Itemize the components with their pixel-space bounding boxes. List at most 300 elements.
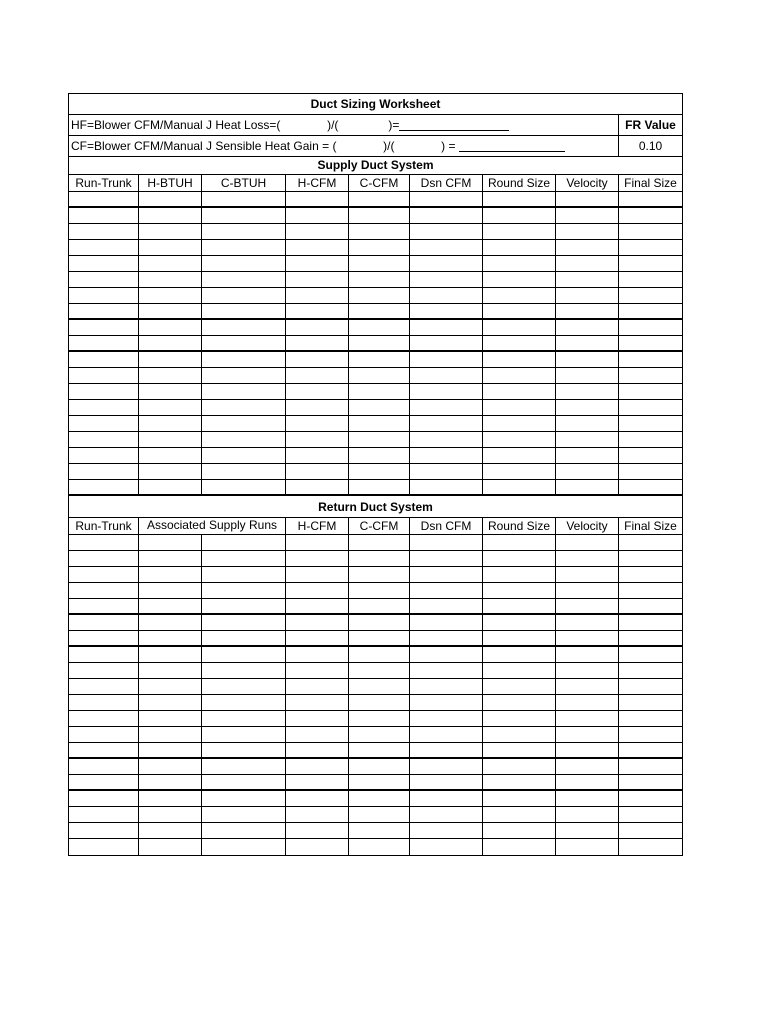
- return-table-cell[interactable]: [139, 759, 202, 774]
- return-table-cell[interactable]: [410, 743, 483, 757]
- supply-table-cell[interactable]: [69, 256, 139, 271]
- return-table-cell[interactable]: [349, 663, 410, 678]
- return-table-cell[interactable]: [202, 679, 286, 694]
- supply-table-cell[interactable]: [556, 224, 619, 239]
- return-table-cell[interactable]: [286, 839, 349, 855]
- return-table-cell[interactable]: [286, 615, 349, 630]
- return-table-cell[interactable]: [349, 599, 410, 613]
- return-table-cell[interactable]: [410, 823, 483, 838]
- return-table-cell[interactable]: [483, 615, 556, 630]
- supply-table-cell[interactable]: [349, 464, 410, 479]
- return-table-cell[interactable]: [349, 807, 410, 822]
- return-table-cell[interactable]: [556, 775, 619, 789]
- return-table-cell[interactable]: [202, 727, 286, 742]
- supply-table-cell[interactable]: [202, 320, 286, 335]
- supply-table-cell[interactable]: [202, 368, 286, 383]
- return-table-cell[interactable]: [286, 711, 349, 726]
- supply-table-cell[interactable]: [286, 432, 349, 447]
- return-table-cell[interactable]: [69, 727, 139, 742]
- supply-table-cell[interactable]: [69, 432, 139, 447]
- supply-table-cell[interactable]: [202, 240, 286, 255]
- return-table-cell[interactable]: [410, 663, 483, 678]
- supply-table-cell[interactable]: [202, 416, 286, 431]
- return-table-cell[interactable]: [69, 599, 139, 613]
- supply-table-cell[interactable]: [286, 480, 349, 494]
- supply-table-cell[interactable]: [410, 384, 483, 399]
- hf-result-blank[interactable]: [399, 118, 509, 131]
- return-table-cell[interactable]: [556, 535, 619, 550]
- supply-table-cell[interactable]: [410, 320, 483, 335]
- supply-table-cell[interactable]: [286, 288, 349, 303]
- supply-table-cell[interactable]: [286, 240, 349, 255]
- return-table-cell[interactable]: [202, 695, 286, 710]
- return-table-cell[interactable]: [69, 551, 139, 566]
- supply-table-cell[interactable]: [556, 384, 619, 399]
- supply-table-cell[interactable]: [619, 416, 682, 431]
- supply-table-cell[interactable]: [619, 384, 682, 399]
- supply-table-cell[interactable]: [139, 272, 202, 287]
- return-table-cell[interactable]: [139, 743, 202, 757]
- return-table-cell[interactable]: [483, 727, 556, 742]
- return-table-cell[interactable]: [349, 711, 410, 726]
- supply-table-cell[interactable]: [202, 336, 286, 350]
- return-table-cell[interactable]: [483, 663, 556, 678]
- return-table-cell[interactable]: [483, 791, 556, 806]
- return-table-cell[interactable]: [483, 631, 556, 645]
- return-table-cell[interactable]: [139, 791, 202, 806]
- supply-table-cell[interactable]: [202, 400, 286, 415]
- return-table-cell[interactable]: [619, 567, 682, 582]
- supply-table-cell[interactable]: [410, 240, 483, 255]
- return-table-cell[interactable]: [349, 583, 410, 598]
- supply-table-cell[interactable]: [69, 224, 139, 239]
- return-table-cell[interactable]: [139, 631, 202, 645]
- supply-table-cell[interactable]: [139, 240, 202, 255]
- return-table-cell[interactable]: [69, 631, 139, 645]
- supply-table-cell[interactable]: [286, 400, 349, 415]
- supply-table-cell[interactable]: [286, 272, 349, 287]
- supply-table-cell[interactable]: [619, 192, 682, 206]
- return-table-cell[interactable]: [139, 775, 202, 789]
- return-table-cell[interactable]: [202, 823, 286, 838]
- return-table-cell[interactable]: [139, 583, 202, 598]
- return-table-cell[interactable]: [410, 551, 483, 566]
- return-table-cell[interactable]: [69, 567, 139, 582]
- supply-table-cell[interactable]: [139, 336, 202, 350]
- supply-table-cell[interactable]: [286, 368, 349, 383]
- supply-table-cell[interactable]: [286, 384, 349, 399]
- supply-table-cell[interactable]: [286, 336, 349, 350]
- supply-table-cell[interactable]: [483, 400, 556, 415]
- return-table-cell[interactable]: [619, 631, 682, 645]
- return-table-cell[interactable]: [619, 823, 682, 838]
- return-table-cell[interactable]: [69, 807, 139, 822]
- return-table-cell[interactable]: [286, 631, 349, 645]
- return-table-cell[interactable]: [483, 679, 556, 694]
- return-table-cell[interactable]: [410, 775, 483, 789]
- supply-table-cell[interactable]: [139, 432, 202, 447]
- supply-table-cell[interactable]: [349, 416, 410, 431]
- supply-table-cell[interactable]: [349, 352, 410, 367]
- return-table-cell[interactable]: [556, 711, 619, 726]
- return-table-cell[interactable]: [483, 567, 556, 582]
- supply-table-cell[interactable]: [349, 400, 410, 415]
- supply-table-cell[interactable]: [349, 240, 410, 255]
- return-table-cell[interactable]: [619, 615, 682, 630]
- return-table-cell[interactable]: [349, 551, 410, 566]
- supply-table-cell[interactable]: [619, 288, 682, 303]
- supply-table-cell[interactable]: [410, 208, 483, 223]
- return-table-cell[interactable]: [556, 679, 619, 694]
- return-table-cell[interactable]: [410, 759, 483, 774]
- supply-table-cell[interactable]: [202, 432, 286, 447]
- supply-table-cell[interactable]: [483, 368, 556, 383]
- return-table-cell[interactable]: [556, 743, 619, 757]
- return-table-cell[interactable]: [139, 679, 202, 694]
- return-table-cell[interactable]: [349, 743, 410, 757]
- supply-table-cell[interactable]: [619, 352, 682, 367]
- supply-table-cell[interactable]: [69, 320, 139, 335]
- return-table-cell[interactable]: [349, 839, 410, 855]
- supply-table-cell[interactable]: [349, 192, 410, 206]
- supply-table-cell[interactable]: [202, 208, 286, 223]
- supply-table-cell[interactable]: [619, 464, 682, 479]
- return-table-cell[interactable]: [483, 551, 556, 566]
- supply-table-cell[interactable]: [69, 208, 139, 223]
- return-table-cell[interactable]: [619, 599, 682, 613]
- return-table-cell[interactable]: [556, 663, 619, 678]
- return-table-cell[interactable]: [349, 823, 410, 838]
- supply-table-cell[interactable]: [556, 432, 619, 447]
- supply-table-cell[interactable]: [69, 352, 139, 367]
- supply-table-cell[interactable]: [483, 480, 556, 494]
- supply-table-cell[interactable]: [410, 192, 483, 206]
- supply-table-cell[interactable]: [483, 352, 556, 367]
- return-table-cell[interactable]: [139, 647, 202, 662]
- return-table-cell[interactable]: [619, 775, 682, 789]
- supply-table-cell[interactable]: [556, 416, 619, 431]
- return-table-cell[interactable]: [410, 679, 483, 694]
- return-table-cell[interactable]: [483, 695, 556, 710]
- supply-table-cell[interactable]: [483, 432, 556, 447]
- return-table-cell[interactable]: [349, 647, 410, 662]
- return-table-cell[interactable]: [69, 743, 139, 757]
- supply-table-cell[interactable]: [349, 304, 410, 318]
- supply-table-cell[interactable]: [483, 288, 556, 303]
- supply-table-cell[interactable]: [556, 192, 619, 206]
- return-table-cell[interactable]: [410, 839, 483, 855]
- supply-table-cell[interactable]: [139, 288, 202, 303]
- cf-result-blank[interactable]: [459, 139, 565, 152]
- return-table-cell[interactable]: [69, 759, 139, 774]
- supply-table-cell[interactable]: [139, 480, 202, 494]
- return-table-cell[interactable]: [69, 583, 139, 598]
- supply-table-cell[interactable]: [286, 448, 349, 463]
- supply-table-cell[interactable]: [349, 256, 410, 271]
- supply-table-cell[interactable]: [202, 464, 286, 479]
- return-table-cell[interactable]: [483, 775, 556, 789]
- supply-table-cell[interactable]: [410, 304, 483, 318]
- return-table-cell[interactable]: [286, 759, 349, 774]
- supply-table-cell[interactable]: [483, 272, 556, 287]
- supply-table-cell[interactable]: [556, 320, 619, 335]
- return-table-cell[interactable]: [202, 759, 286, 774]
- supply-table-cell[interactable]: [69, 384, 139, 399]
- supply-table-cell[interactable]: [556, 240, 619, 255]
- supply-table-cell[interactable]: [410, 256, 483, 271]
- return-table-cell[interactable]: [410, 615, 483, 630]
- return-table-cell[interactable]: [556, 551, 619, 566]
- return-table-cell[interactable]: [556, 823, 619, 838]
- supply-table-cell[interactable]: [286, 192, 349, 206]
- supply-table-cell[interactable]: [556, 368, 619, 383]
- return-table-cell[interactable]: [202, 567, 286, 582]
- supply-table-cell[interactable]: [139, 448, 202, 463]
- supply-table-cell[interactable]: [202, 256, 286, 271]
- return-table-cell[interactable]: [556, 647, 619, 662]
- return-table-cell[interactable]: [286, 583, 349, 598]
- return-table-cell[interactable]: [483, 711, 556, 726]
- supply-table-cell[interactable]: [483, 384, 556, 399]
- return-table-cell[interactable]: [349, 631, 410, 645]
- return-table-cell[interactable]: [410, 535, 483, 550]
- supply-table-cell[interactable]: [619, 272, 682, 287]
- return-table-cell[interactable]: [556, 567, 619, 582]
- supply-table-cell[interactable]: [139, 320, 202, 335]
- supply-table-cell[interactable]: [619, 240, 682, 255]
- return-table-cell[interactable]: [556, 791, 619, 806]
- supply-table-cell[interactable]: [349, 320, 410, 335]
- return-table-cell[interactable]: [410, 727, 483, 742]
- return-table-cell[interactable]: [410, 695, 483, 710]
- return-table-cell[interactable]: [286, 535, 349, 550]
- supply-table-cell[interactable]: [483, 336, 556, 350]
- return-table-cell[interactable]: [286, 663, 349, 678]
- return-table-cell[interactable]: [483, 647, 556, 662]
- supply-table-cell[interactable]: [619, 368, 682, 383]
- supply-table-cell[interactable]: [69, 448, 139, 463]
- supply-table-cell[interactable]: [202, 352, 286, 367]
- return-table-cell[interactable]: [619, 583, 682, 598]
- supply-table-cell[interactable]: [410, 448, 483, 463]
- return-table-cell[interactable]: [69, 679, 139, 694]
- return-table-cell[interactable]: [483, 583, 556, 598]
- supply-table-cell[interactable]: [410, 352, 483, 367]
- supply-table-cell[interactable]: [483, 464, 556, 479]
- return-table-cell[interactable]: [69, 711, 139, 726]
- return-table-cell[interactable]: [556, 631, 619, 645]
- supply-table-cell[interactable]: [556, 288, 619, 303]
- return-table-cell[interactable]: [139, 711, 202, 726]
- supply-table-cell[interactable]: [556, 256, 619, 271]
- return-table-cell[interactable]: [69, 663, 139, 678]
- return-table-cell[interactable]: [619, 839, 682, 855]
- return-table-cell[interactable]: [202, 711, 286, 726]
- supply-table-cell[interactable]: [349, 448, 410, 463]
- supply-table-cell[interactable]: [139, 304, 202, 318]
- supply-table-cell[interactable]: [202, 272, 286, 287]
- supply-table-cell[interactable]: [619, 448, 682, 463]
- return-table-cell[interactable]: [139, 839, 202, 855]
- supply-table-cell[interactable]: [69, 288, 139, 303]
- supply-table-cell[interactable]: [349, 272, 410, 287]
- return-table-cell[interactable]: [202, 583, 286, 598]
- supply-table-cell[interactable]: [410, 432, 483, 447]
- return-table-cell[interactable]: [139, 807, 202, 822]
- return-table-cell[interactable]: [556, 695, 619, 710]
- return-table-cell[interactable]: [619, 551, 682, 566]
- return-table-cell[interactable]: [619, 535, 682, 550]
- supply-table-cell[interactable]: [69, 192, 139, 206]
- supply-table-cell[interactable]: [139, 224, 202, 239]
- return-table-cell[interactable]: [483, 839, 556, 855]
- return-table-cell[interactable]: [349, 535, 410, 550]
- supply-table-cell[interactable]: [202, 304, 286, 318]
- supply-table-cell[interactable]: [139, 368, 202, 383]
- return-table-cell[interactable]: [202, 551, 286, 566]
- return-table-cell[interactable]: [69, 775, 139, 789]
- return-table-cell[interactable]: [349, 679, 410, 694]
- supply-table-cell[interactable]: [139, 192, 202, 206]
- return-table-cell[interactable]: [69, 647, 139, 662]
- supply-table-cell[interactable]: [139, 208, 202, 223]
- return-table-cell[interactable]: [619, 647, 682, 662]
- return-table-cell[interactable]: [349, 567, 410, 582]
- supply-table-cell[interactable]: [483, 192, 556, 206]
- supply-table-cell[interactable]: [556, 400, 619, 415]
- supply-table-cell[interactable]: [556, 336, 619, 350]
- return-table-cell[interactable]: [139, 551, 202, 566]
- supply-table-cell[interactable]: [69, 464, 139, 479]
- supply-table-cell[interactable]: [410, 368, 483, 383]
- supply-table-cell[interactable]: [619, 480, 682, 494]
- return-table-cell[interactable]: [483, 807, 556, 822]
- return-table-cell[interactable]: [349, 695, 410, 710]
- return-table-cell[interactable]: [410, 647, 483, 662]
- return-table-cell[interactable]: [202, 615, 286, 630]
- supply-table-cell[interactable]: [286, 256, 349, 271]
- supply-table-cell[interactable]: [286, 224, 349, 239]
- return-table-cell[interactable]: [349, 791, 410, 806]
- supply-table-cell[interactable]: [410, 336, 483, 350]
- supply-table-cell[interactable]: [619, 336, 682, 350]
- return-table-cell[interactable]: [202, 535, 286, 550]
- return-table-cell[interactable]: [556, 727, 619, 742]
- return-table-cell[interactable]: [619, 743, 682, 757]
- supply-table-cell[interactable]: [69, 240, 139, 255]
- supply-table-cell[interactable]: [619, 256, 682, 271]
- supply-table-cell[interactable]: [202, 480, 286, 494]
- supply-table-cell[interactable]: [69, 304, 139, 318]
- return-table-cell[interactable]: [556, 807, 619, 822]
- return-table-cell[interactable]: [286, 791, 349, 806]
- return-table-cell[interactable]: [286, 727, 349, 742]
- return-table-cell[interactable]: [69, 535, 139, 550]
- supply-table-cell[interactable]: [286, 320, 349, 335]
- supply-table-cell[interactable]: [349, 288, 410, 303]
- supply-table-cell[interactable]: [139, 352, 202, 367]
- return-table-cell[interactable]: [483, 759, 556, 774]
- supply-table-cell[interactable]: [483, 256, 556, 271]
- supply-table-cell[interactable]: [69, 400, 139, 415]
- return-table-cell[interactable]: [410, 791, 483, 806]
- return-table-cell[interactable]: [619, 807, 682, 822]
- supply-table-cell[interactable]: [556, 272, 619, 287]
- return-table-cell[interactable]: [139, 727, 202, 742]
- supply-table-cell[interactable]: [349, 368, 410, 383]
- return-table-cell[interactable]: [202, 663, 286, 678]
- supply-table-cell[interactable]: [286, 352, 349, 367]
- supply-table-cell[interactable]: [286, 208, 349, 223]
- supply-table-cell[interactable]: [410, 464, 483, 479]
- supply-table-cell[interactable]: [483, 240, 556, 255]
- supply-table-cell[interactable]: [139, 400, 202, 415]
- return-table-cell[interactable]: [349, 615, 410, 630]
- return-table-cell[interactable]: [619, 759, 682, 774]
- return-table-cell[interactable]: [202, 839, 286, 855]
- return-table-cell[interactable]: [483, 823, 556, 838]
- return-table-cell[interactable]: [619, 679, 682, 694]
- return-table-cell[interactable]: [286, 647, 349, 662]
- supply-table-cell[interactable]: [619, 208, 682, 223]
- supply-table-cell[interactable]: [69, 336, 139, 350]
- return-table-cell[interactable]: [286, 743, 349, 757]
- return-table-cell[interactable]: [410, 807, 483, 822]
- return-table-cell[interactable]: [69, 615, 139, 630]
- return-table-cell[interactable]: [139, 615, 202, 630]
- supply-table-cell[interactable]: [556, 448, 619, 463]
- return-table-cell[interactable]: [556, 599, 619, 613]
- return-table-cell[interactable]: [202, 599, 286, 613]
- supply-table-cell[interactable]: [556, 208, 619, 223]
- return-table-cell[interactable]: [286, 775, 349, 789]
- return-table-cell[interactable]: [286, 807, 349, 822]
- supply-table-cell[interactable]: [139, 256, 202, 271]
- return-table-cell[interactable]: [286, 599, 349, 613]
- supply-table-cell[interactable]: [202, 384, 286, 399]
- supply-table-cell[interactable]: [410, 400, 483, 415]
- return-table-cell[interactable]: [202, 631, 286, 645]
- return-table-cell[interactable]: [619, 663, 682, 678]
- supply-table-cell[interactable]: [349, 336, 410, 350]
- supply-table-cell[interactable]: [556, 464, 619, 479]
- return-table-cell[interactable]: [556, 759, 619, 774]
- return-table-cell[interactable]: [410, 583, 483, 598]
- return-table-cell[interactable]: [286, 695, 349, 710]
- return-table-cell[interactable]: [139, 695, 202, 710]
- return-table-cell[interactable]: [69, 839, 139, 855]
- return-table-cell[interactable]: [286, 567, 349, 582]
- supply-table-cell[interactable]: [69, 416, 139, 431]
- supply-table-cell[interactable]: [556, 304, 619, 318]
- supply-table-cell[interactable]: [349, 432, 410, 447]
- return-table-cell[interactable]: [202, 775, 286, 789]
- return-table-cell[interactable]: [139, 535, 202, 550]
- supply-table-cell[interactable]: [556, 480, 619, 494]
- return-table-cell[interactable]: [619, 727, 682, 742]
- supply-table-cell[interactable]: [556, 352, 619, 367]
- return-table-cell[interactable]: [410, 711, 483, 726]
- supply-table-cell[interactable]: [349, 224, 410, 239]
- supply-table-cell[interactable]: [410, 224, 483, 239]
- return-table-cell[interactable]: [139, 663, 202, 678]
- return-table-cell[interactable]: [410, 631, 483, 645]
- supply-table-cell[interactable]: [619, 224, 682, 239]
- return-table-cell[interactable]: [556, 839, 619, 855]
- return-table-cell[interactable]: [286, 823, 349, 838]
- supply-table-cell[interactable]: [69, 272, 139, 287]
- return-table-cell[interactable]: [483, 535, 556, 550]
